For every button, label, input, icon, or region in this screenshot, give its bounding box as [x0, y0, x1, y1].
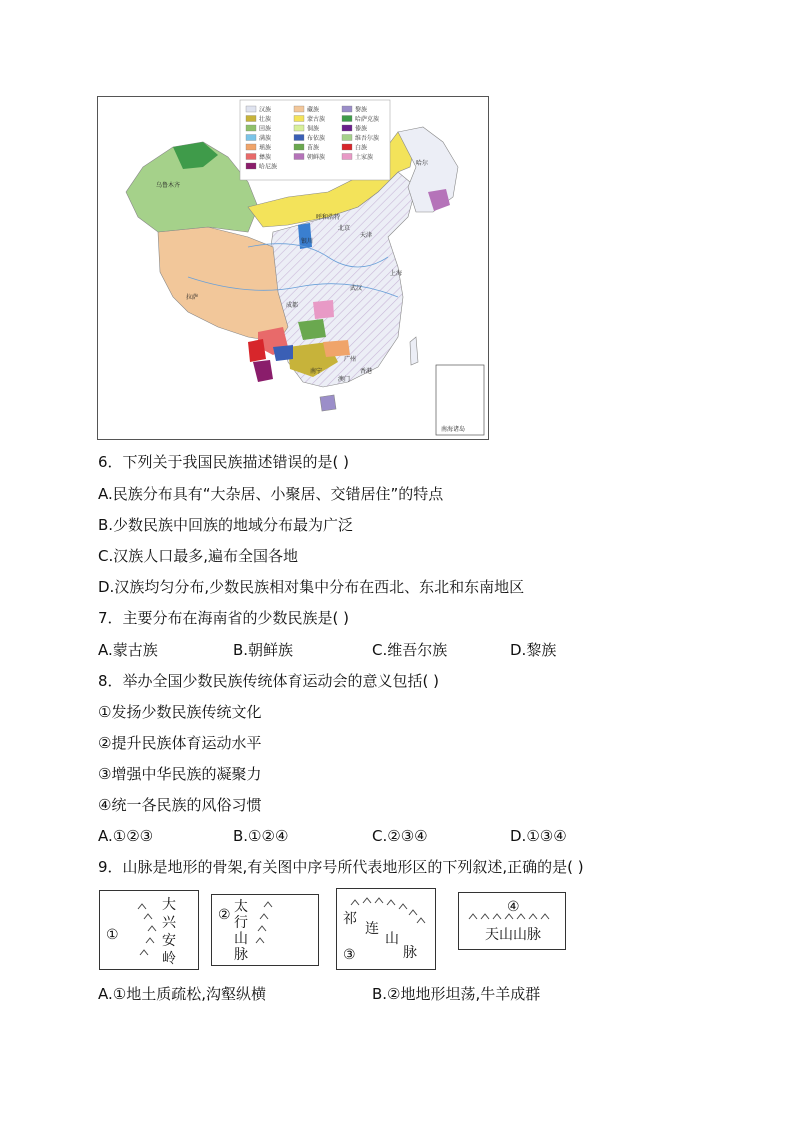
q9-option-b[interactable]: B.②地地形坦荡,牛羊成群 — [372, 985, 541, 1003]
legend-label: 黎族 — [355, 106, 368, 114]
box-1-char: 大 — [162, 897, 176, 913]
box-1-char: 兴 — [162, 915, 176, 931]
legend-label: 土家族 — [355, 154, 374, 161]
q9-stem: 9．山脉是地形的骨架,有关图中序号所代表地形区的下列叙述,正确的是( ) — [98, 858, 584, 876]
legend-label: 维吾尔族 — [355, 135, 380, 142]
city-yinchuan: 银川 — [301, 238, 314, 245]
city-chengdu: 成都 — [286, 302, 299, 309]
city-macao: 澳门 — [338, 376, 351, 383]
legend-swatch — [246, 144, 256, 150]
legend-swatch — [342, 154, 352, 160]
legend-swatch — [246, 116, 256, 122]
city-nanning: 南宁 — [310, 368, 323, 375]
q8-statement-2: ②提升民族体育运动水平 — [98, 734, 262, 752]
legend-label: 布依族 — [307, 135, 326, 142]
q6-option-d[interactable]: D.汉族均匀分布,少数民族相对集中分布在西北、东北和东南地区 — [98, 578, 525, 596]
hainan-island — [320, 395, 336, 411]
legend-swatch — [246, 163, 256, 169]
q7-option-d[interactable]: D.黎族 — [510, 641, 557, 659]
legend-swatch — [294, 144, 304, 150]
mountain-box-4 — [458, 892, 566, 950]
legend-swatch — [246, 135, 256, 141]
legend-label: 哈萨克族 — [355, 116, 380, 123]
box-1-char: 安 — [162, 933, 176, 949]
mountain-box-2 — [211, 894, 319, 966]
box-3-char: 连 — [365, 921, 379, 937]
q7-option-a[interactable]: A.蒙古族 — [98, 641, 158, 659]
china-map-svg — [98, 97, 488, 439]
legend-swatch — [294, 106, 304, 112]
q8-stem: 8．举办全国少数民族传统体育运动会的意义包括( ) — [98, 672, 440, 690]
legend-swatch — [342, 106, 352, 112]
city-wuhan: 武汉 — [350, 285, 363, 292]
box-3-char: 祁 — [343, 911, 357, 927]
miao-region — [298, 319, 326, 340]
buyi-region — [273, 345, 293, 361]
city-hongkong: 香港 — [360, 368, 373, 375]
yao-region — [323, 340, 350, 357]
box-4-number: ④ — [507, 899, 520, 915]
legend-swatch — [294, 154, 304, 160]
city-beijing: 北京 — [338, 225, 351, 232]
q8-option-d[interactable]: D.①③④ — [510, 827, 567, 845]
legend-swatch — [246, 154, 256, 160]
legend-label: 傣族 — [355, 125, 368, 133]
legend-label: 藏族 — [307, 106, 320, 114]
q8-option-a[interactable]: A.①②③ — [98, 827, 154, 845]
legend-items — [246, 106, 379, 171]
hani-region — [253, 360, 273, 382]
q8-statement-4: ④统一各民族的风俗习惯 — [98, 796, 262, 814]
legend-label: 汉族 — [259, 106, 272, 114]
legend-label: 哈尼族 — [259, 163, 278, 171]
q6-stem: 6．下列关于我国民族描述错误的是( ) — [98, 453, 350, 471]
legend-label: 满族 — [259, 135, 272, 142]
box-3-char: 脉 — [403, 945, 417, 961]
legend-swatch — [342, 144, 352, 150]
q7-stem: 7．主要分布在海南省的少数民族是( ) — [98, 609, 350, 627]
legend-label: 壮族 — [259, 116, 272, 123]
taiwan-island — [410, 337, 418, 365]
mountain-box-1 — [99, 890, 199, 970]
q8-option-b[interactable]: B.①②④ — [233, 827, 289, 845]
q6-option-c[interactable]: C.汉族人口最多,遍布全国各地 — [98, 547, 299, 565]
legend-swatch — [294, 116, 304, 122]
q8-option-c[interactable]: C.②③④ — [372, 827, 428, 845]
legend-swatch — [294, 135, 304, 141]
legend-label: 白族 — [355, 144, 368, 152]
box-2-char: 脉 — [234, 947, 248, 963]
legend-label: 蒙古族 — [307, 116, 326, 123]
q6-option-a[interactable]: A.民族分布具有“大杂居、小聚居、交错居住”的特点 — [98, 485, 444, 503]
tujia-region — [313, 300, 334, 319]
legend-label: 侗族 — [307, 125, 320, 133]
q6-option-b[interactable]: B.少数民族中回族的地域分布最为广泛 — [98, 516, 354, 534]
box-2-char: 行 — [234, 915, 248, 931]
q8-statement-1: ①发扬少数民族传统文化 — [98, 703, 262, 721]
city-tianjin: 天津 — [360, 232, 373, 239]
south-china-sea-inset — [436, 365, 484, 435]
q7-option-b[interactable]: B.朝鲜族 — [233, 641, 294, 659]
box-3-number: ③ — [343, 947, 356, 963]
legend-label: 彝族 — [259, 154, 272, 161]
mountain-icon — [212, 895, 318, 965]
box-2-char: 山 — [234, 931, 248, 947]
ethnic-distribution-map — [97, 96, 489, 440]
city-hohhot: 呼和浩特 — [316, 214, 341, 221]
legend-label: 朝鲜族 — [307, 154, 326, 161]
legend-swatch — [246, 106, 256, 112]
box-1-number: ① — [106, 927, 119, 943]
box-3-char: 山 — [385, 931, 399, 947]
box-4-label: 天山山脉 — [485, 927, 541, 943]
q8-statement-3: ③增强中华民族的凝聚力 — [98, 765, 262, 783]
q9-option-a[interactable]: A.①地土质疏松,沟壑纵横 — [98, 985, 266, 1003]
legend-label: 苗族 — [307, 144, 320, 152]
city-harbin: 哈尔 — [416, 160, 429, 167]
legend-label: 回族 — [259, 125, 272, 133]
legend-swatch — [294, 125, 304, 131]
legend-swatch — [342, 125, 352, 131]
mountain-box-3 — [336, 888, 436, 970]
legend-swatch — [342, 116, 352, 122]
city-shanghai: 上海 — [390, 270, 403, 277]
box-2-number: ② — [218, 907, 231, 923]
legend-swatch — [342, 135, 352, 141]
city-guangzhou: 广州 — [344, 356, 357, 363]
city-lhasa: 拉萨 — [186, 294, 199, 301]
box-1-char: 岭 — [162, 951, 176, 967]
box-2-char: 太 — [234, 899, 248, 915]
legend-label: 瑶族 — [259, 144, 272, 152]
nanhai-label: 南海诸岛 — [441, 426, 466, 433]
bai-region — [248, 339, 266, 362]
city-urumqi: 乌鲁木齐 — [156, 182, 181, 189]
q7-option-c[interactable]: C.维吾尔族 — [372, 641, 448, 659]
hui-region — [298, 223, 312, 249]
legend-swatch — [246, 125, 256, 131]
